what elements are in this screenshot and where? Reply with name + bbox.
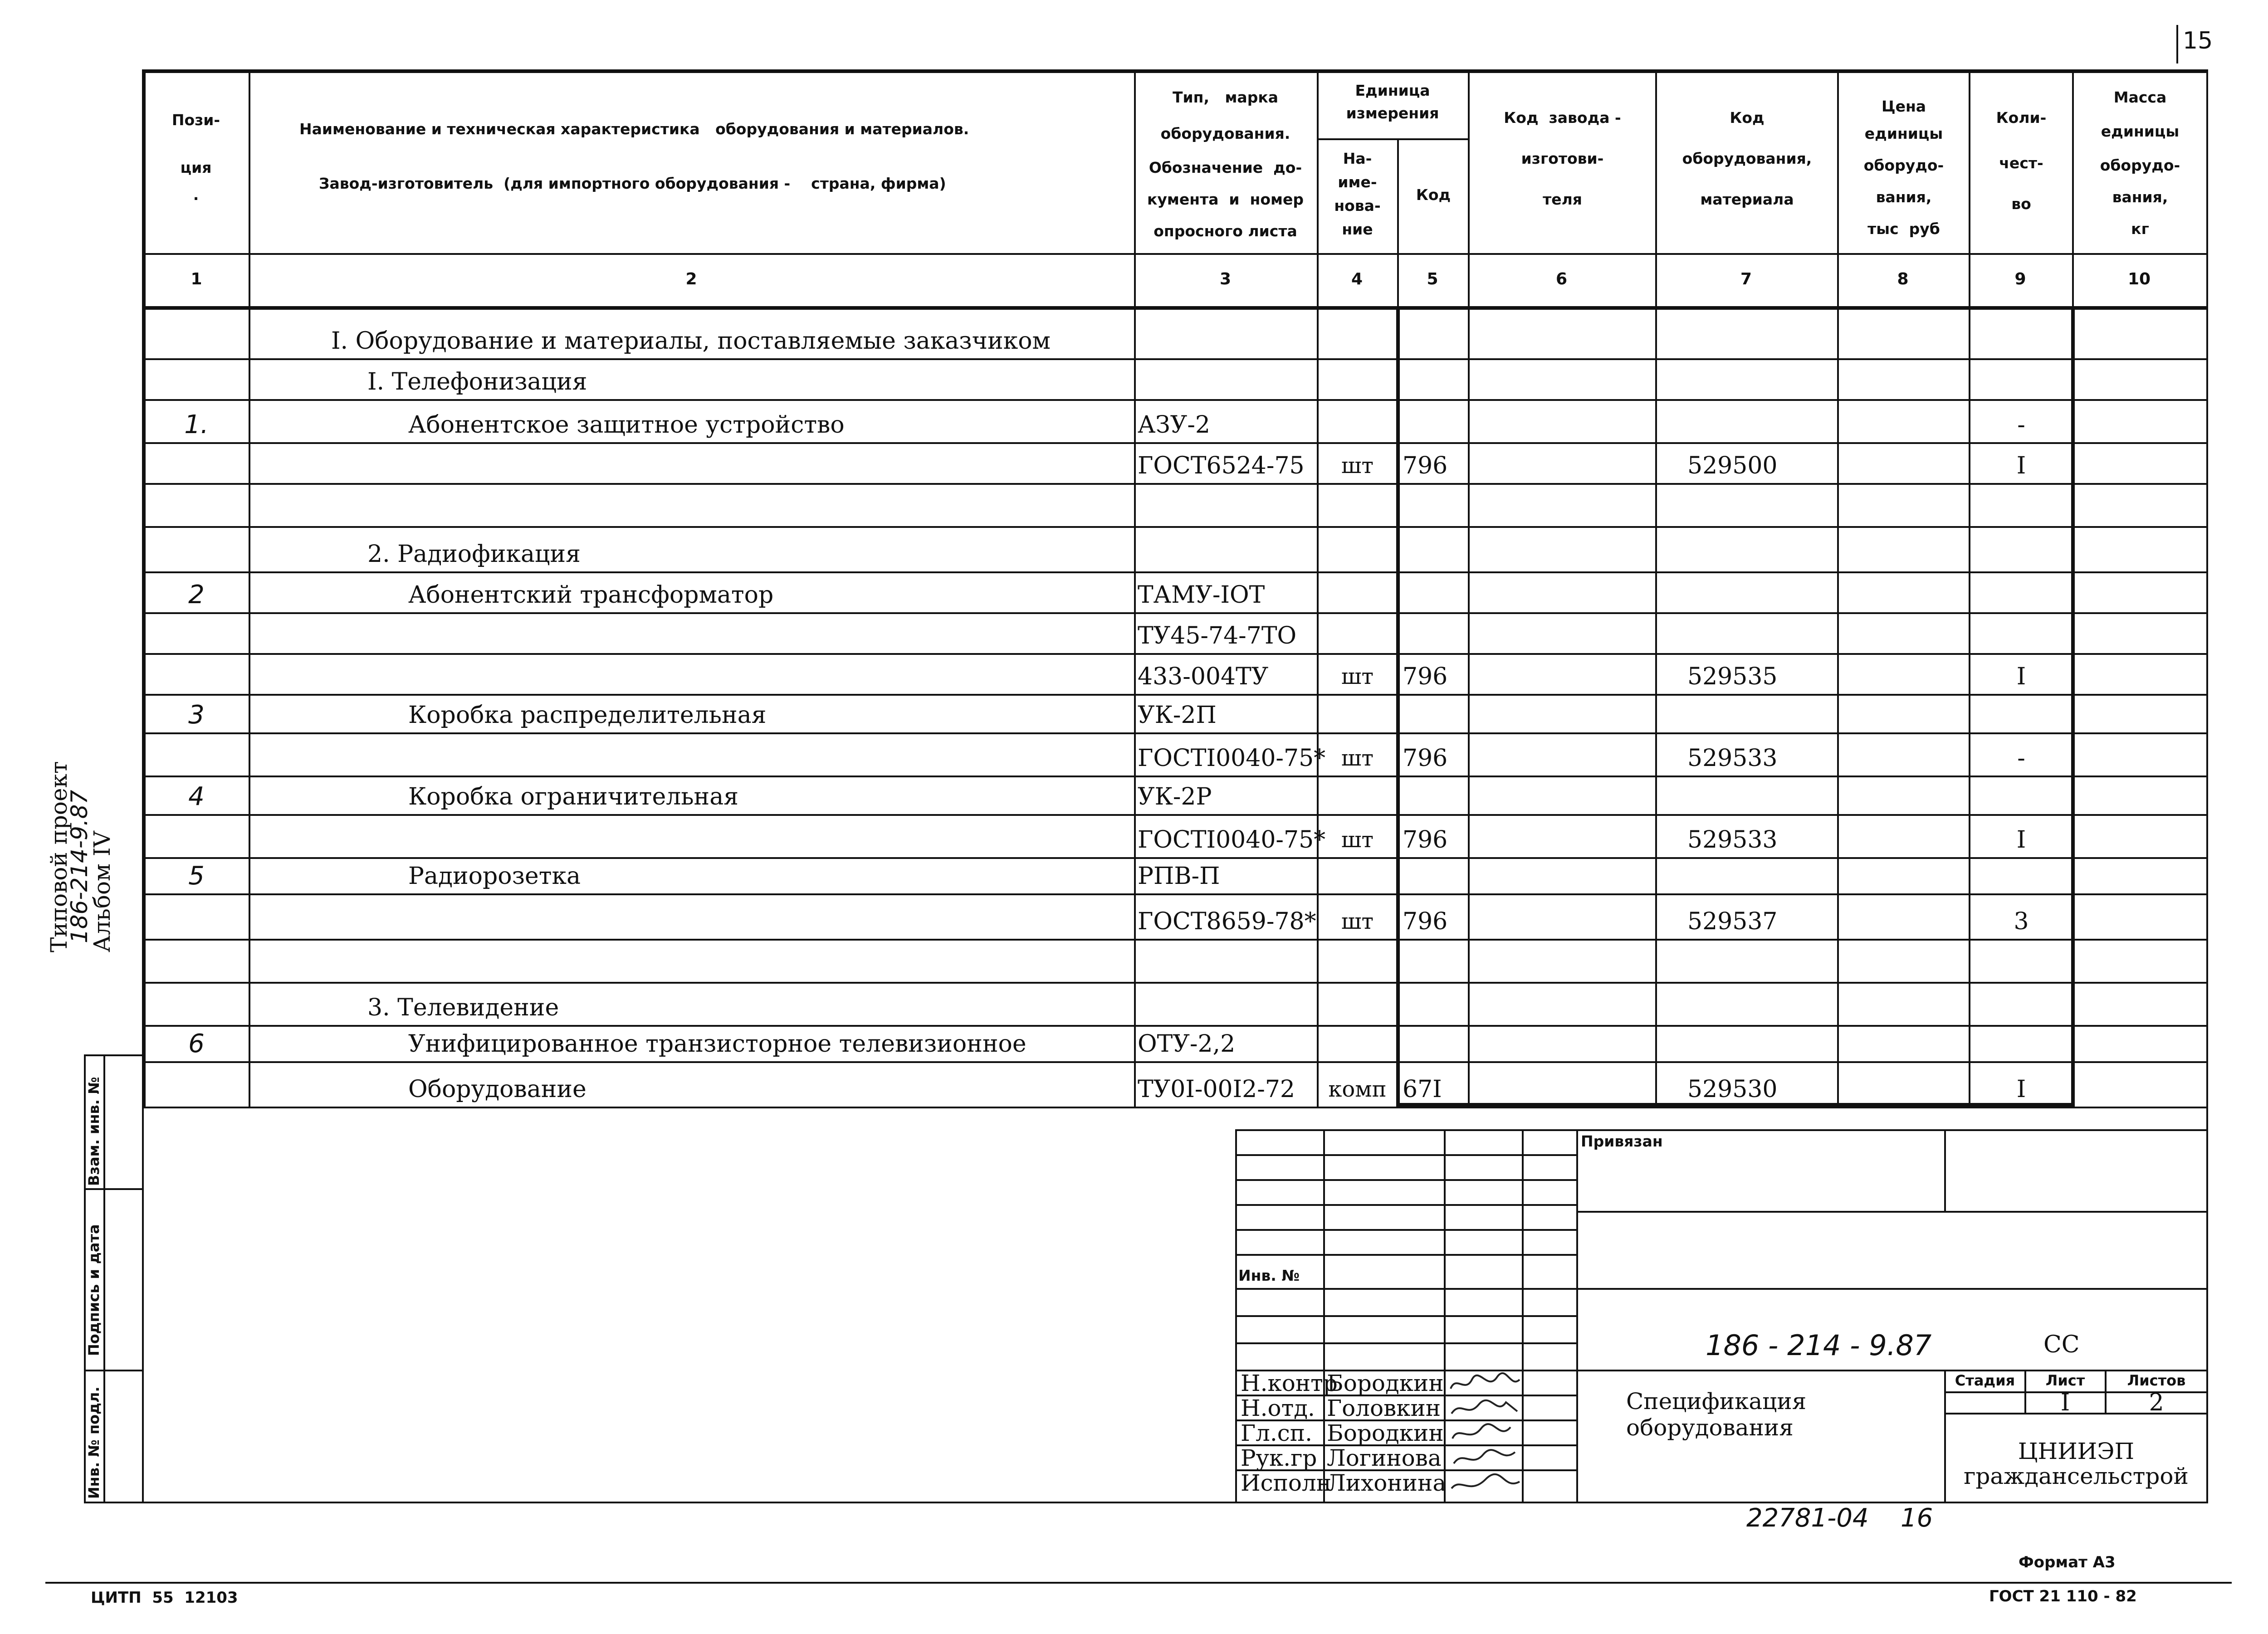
quantity-cell: -	[2017, 411, 2025, 439]
sheet-label: Лист	[2045, 1372, 2085, 1389]
code-cell: 796	[1403, 826, 1448, 854]
code-cell: 796	[1403, 452, 1448, 479]
position-cell: 5	[188, 861, 205, 891]
archive-page: 16	[1901, 1503, 1933, 1533]
row-line	[142, 1025, 2208, 1027]
quantity-cell: I	[2016, 663, 2026, 690]
format-label: Формат А3	[2019, 1553, 2116, 1571]
equipment-code-cell: 529530	[1687, 1076, 1778, 1103]
name-cell: Коробка ограничительная	[408, 783, 739, 810]
name-cell: I. Оборудование и материалы, поставляемые заказчиком	[331, 327, 1051, 355]
type-cell: ТУ45-74-7ТО	[1138, 622, 1297, 649]
sheets-value: 2	[2149, 1389, 2164, 1416]
gost-label: ГОСТ 21 110 - 82	[1989, 1587, 2137, 1605]
organization-line2: граждансельстрой	[1964, 1463, 2189, 1489]
type-cell: ОТУ-2,2	[1138, 1030, 1236, 1058]
position-cell: 1.	[184, 410, 209, 439]
name-cell: Радиорозетка	[408, 863, 581, 890]
role-label: Н.отд.	[1241, 1395, 1315, 1421]
role-name: Бородкин	[1327, 1420, 1444, 1446]
role-name: Головкин	[1327, 1395, 1441, 1421]
name-cell: I. Телефонизация	[367, 368, 587, 395]
document-title-line2: оборудования	[1626, 1415, 1794, 1441]
stage-label: Стадия	[1955, 1372, 2015, 1389]
unit-cell: шт	[1341, 909, 1374, 934]
row-line	[142, 939, 2208, 941]
code-cell: 796	[1403, 663, 1448, 690]
sheet-value: I	[2060, 1389, 2070, 1416]
code-cell: 796	[1403, 908, 1448, 935]
row-line	[142, 571, 2208, 573]
replace-inv-label: Взам. инв. №	[85, 1077, 103, 1186]
sheet-number-box-line	[2176, 25, 2178, 63]
name-cell: Абонентское защитное устройство	[408, 411, 845, 439]
role-label: Исполн	[1241, 1470, 1332, 1496]
row-line	[142, 483, 2208, 485]
original-inv-label: Инв. № подл.	[85, 1386, 103, 1499]
code-cell: 67I	[1403, 1076, 1442, 1103]
unit-cell: шт	[1341, 664, 1374, 689]
role-label: Гл.сп.	[1241, 1420, 1312, 1446]
type-cell: ГОСТ8659-78*	[1138, 908, 1316, 935]
signatures	[1447, 1371, 1524, 1502]
code-cell: 796	[1403, 745, 1448, 772]
type-cell: УК-2П	[1138, 702, 1217, 729]
row-line	[142, 893, 2208, 895]
equipment-code-cell: 529500	[1687, 452, 1778, 479]
organization-line1: ЦНИИЭП	[2018, 1438, 2135, 1464]
quantity-cell: 3	[2014, 908, 2029, 935]
unit-cell: шт	[1341, 827, 1374, 853]
name-cell: Оборудование	[408, 1076, 587, 1103]
equipment-code-cell: 529533	[1687, 826, 1778, 854]
role-label: Н.контр	[1241, 1370, 1338, 1396]
equipment-code-cell: 529535	[1687, 663, 1778, 690]
row-line	[142, 982, 2208, 984]
row-line	[142, 612, 2208, 614]
name-cell: Коробка распределительная	[408, 702, 767, 729]
row-line	[142, 776, 2208, 777]
row-line	[142, 857, 2208, 859]
row-line	[142, 814, 2208, 816]
row-line	[142, 442, 2208, 444]
equipment-code-cell: 529533	[1687, 745, 1778, 772]
role-name: Бородкин	[1327, 1370, 1444, 1396]
row-line	[142, 694, 2208, 696]
side-project-stamp: Типовой проект 186-214-9.87 Альбом IV	[46, 761, 115, 952]
name-cell: 2. Радиофикация	[367, 541, 581, 568]
name-cell: Унифицированное транзисторное телевизионное	[408, 1030, 1026, 1058]
privyazan-label: Привязан	[1581, 1132, 1663, 1150]
row-line	[142, 732, 2208, 734]
type-cell: ГОСТI0040-75*	[1138, 826, 1326, 854]
unit-cell: шт	[1341, 453, 1374, 478]
role-name: Логинова	[1327, 1445, 1442, 1471]
bottom-rule	[45, 1582, 2232, 1584]
type-cell: ТУ0I-00I2-72	[1138, 1076, 1295, 1103]
row-line	[142, 358, 2208, 360]
unit-cell: шт	[1341, 746, 1374, 771]
type-cell: ГОСТ6524-75	[1138, 452, 1305, 479]
printer-label: ЦИТП 55 12103	[91, 1589, 238, 1607]
name-cell: Абонентский трансформатор	[408, 581, 774, 609]
inv-number-label: Инв. №	[1238, 1267, 1300, 1284]
type-cell: РПВ-П	[1138, 863, 1220, 890]
document-designation: 186 - 214 - 9.87	[1706, 1329, 1932, 1362]
quantity-cell: I	[2016, 826, 2026, 854]
position-cell: 6	[188, 1029, 205, 1058]
sheet-number: 15	[2183, 27, 2213, 54]
quantity-cell: I	[2016, 1076, 2026, 1103]
position-cell: 4	[188, 782, 205, 811]
type-cell: 433-004ТУ	[1138, 663, 1269, 690]
equipment-code-cell: 529537	[1687, 908, 1778, 935]
type-cell: ГОСТI0040-75*	[1138, 745, 1326, 772]
sheets-label: Листов	[2127, 1372, 2186, 1389]
type-cell: АЗУ-2	[1138, 411, 1211, 439]
name-cell: 3. Телевидение	[367, 994, 559, 1021]
position-cell: 3	[188, 700, 205, 730]
row-line	[142, 526, 2208, 528]
document-mark: СС	[2043, 1331, 2080, 1358]
document-title-line1: Спецификация	[1626, 1388, 1807, 1415]
row-line	[142, 399, 2208, 401]
unit-cell: комп	[1328, 1077, 1387, 1102]
quantity-cell: -	[2017, 745, 2025, 772]
quantity-cell: I	[2016, 452, 2026, 479]
row-line	[142, 1061, 2208, 1063]
type-cell: ТАМУ-IОТ	[1138, 581, 1265, 609]
role-name: Лихонина	[1327, 1470, 1447, 1496]
role-label: Рук.гр	[1241, 1445, 1317, 1471]
archive-number: 22781-04	[1746, 1503, 1869, 1533]
signature-date-label: Подпись и дата	[85, 1224, 103, 1356]
position-cell: 2	[188, 580, 205, 610]
type-cell: УК-2Р	[1138, 783, 1212, 810]
row-line	[142, 653, 2208, 655]
